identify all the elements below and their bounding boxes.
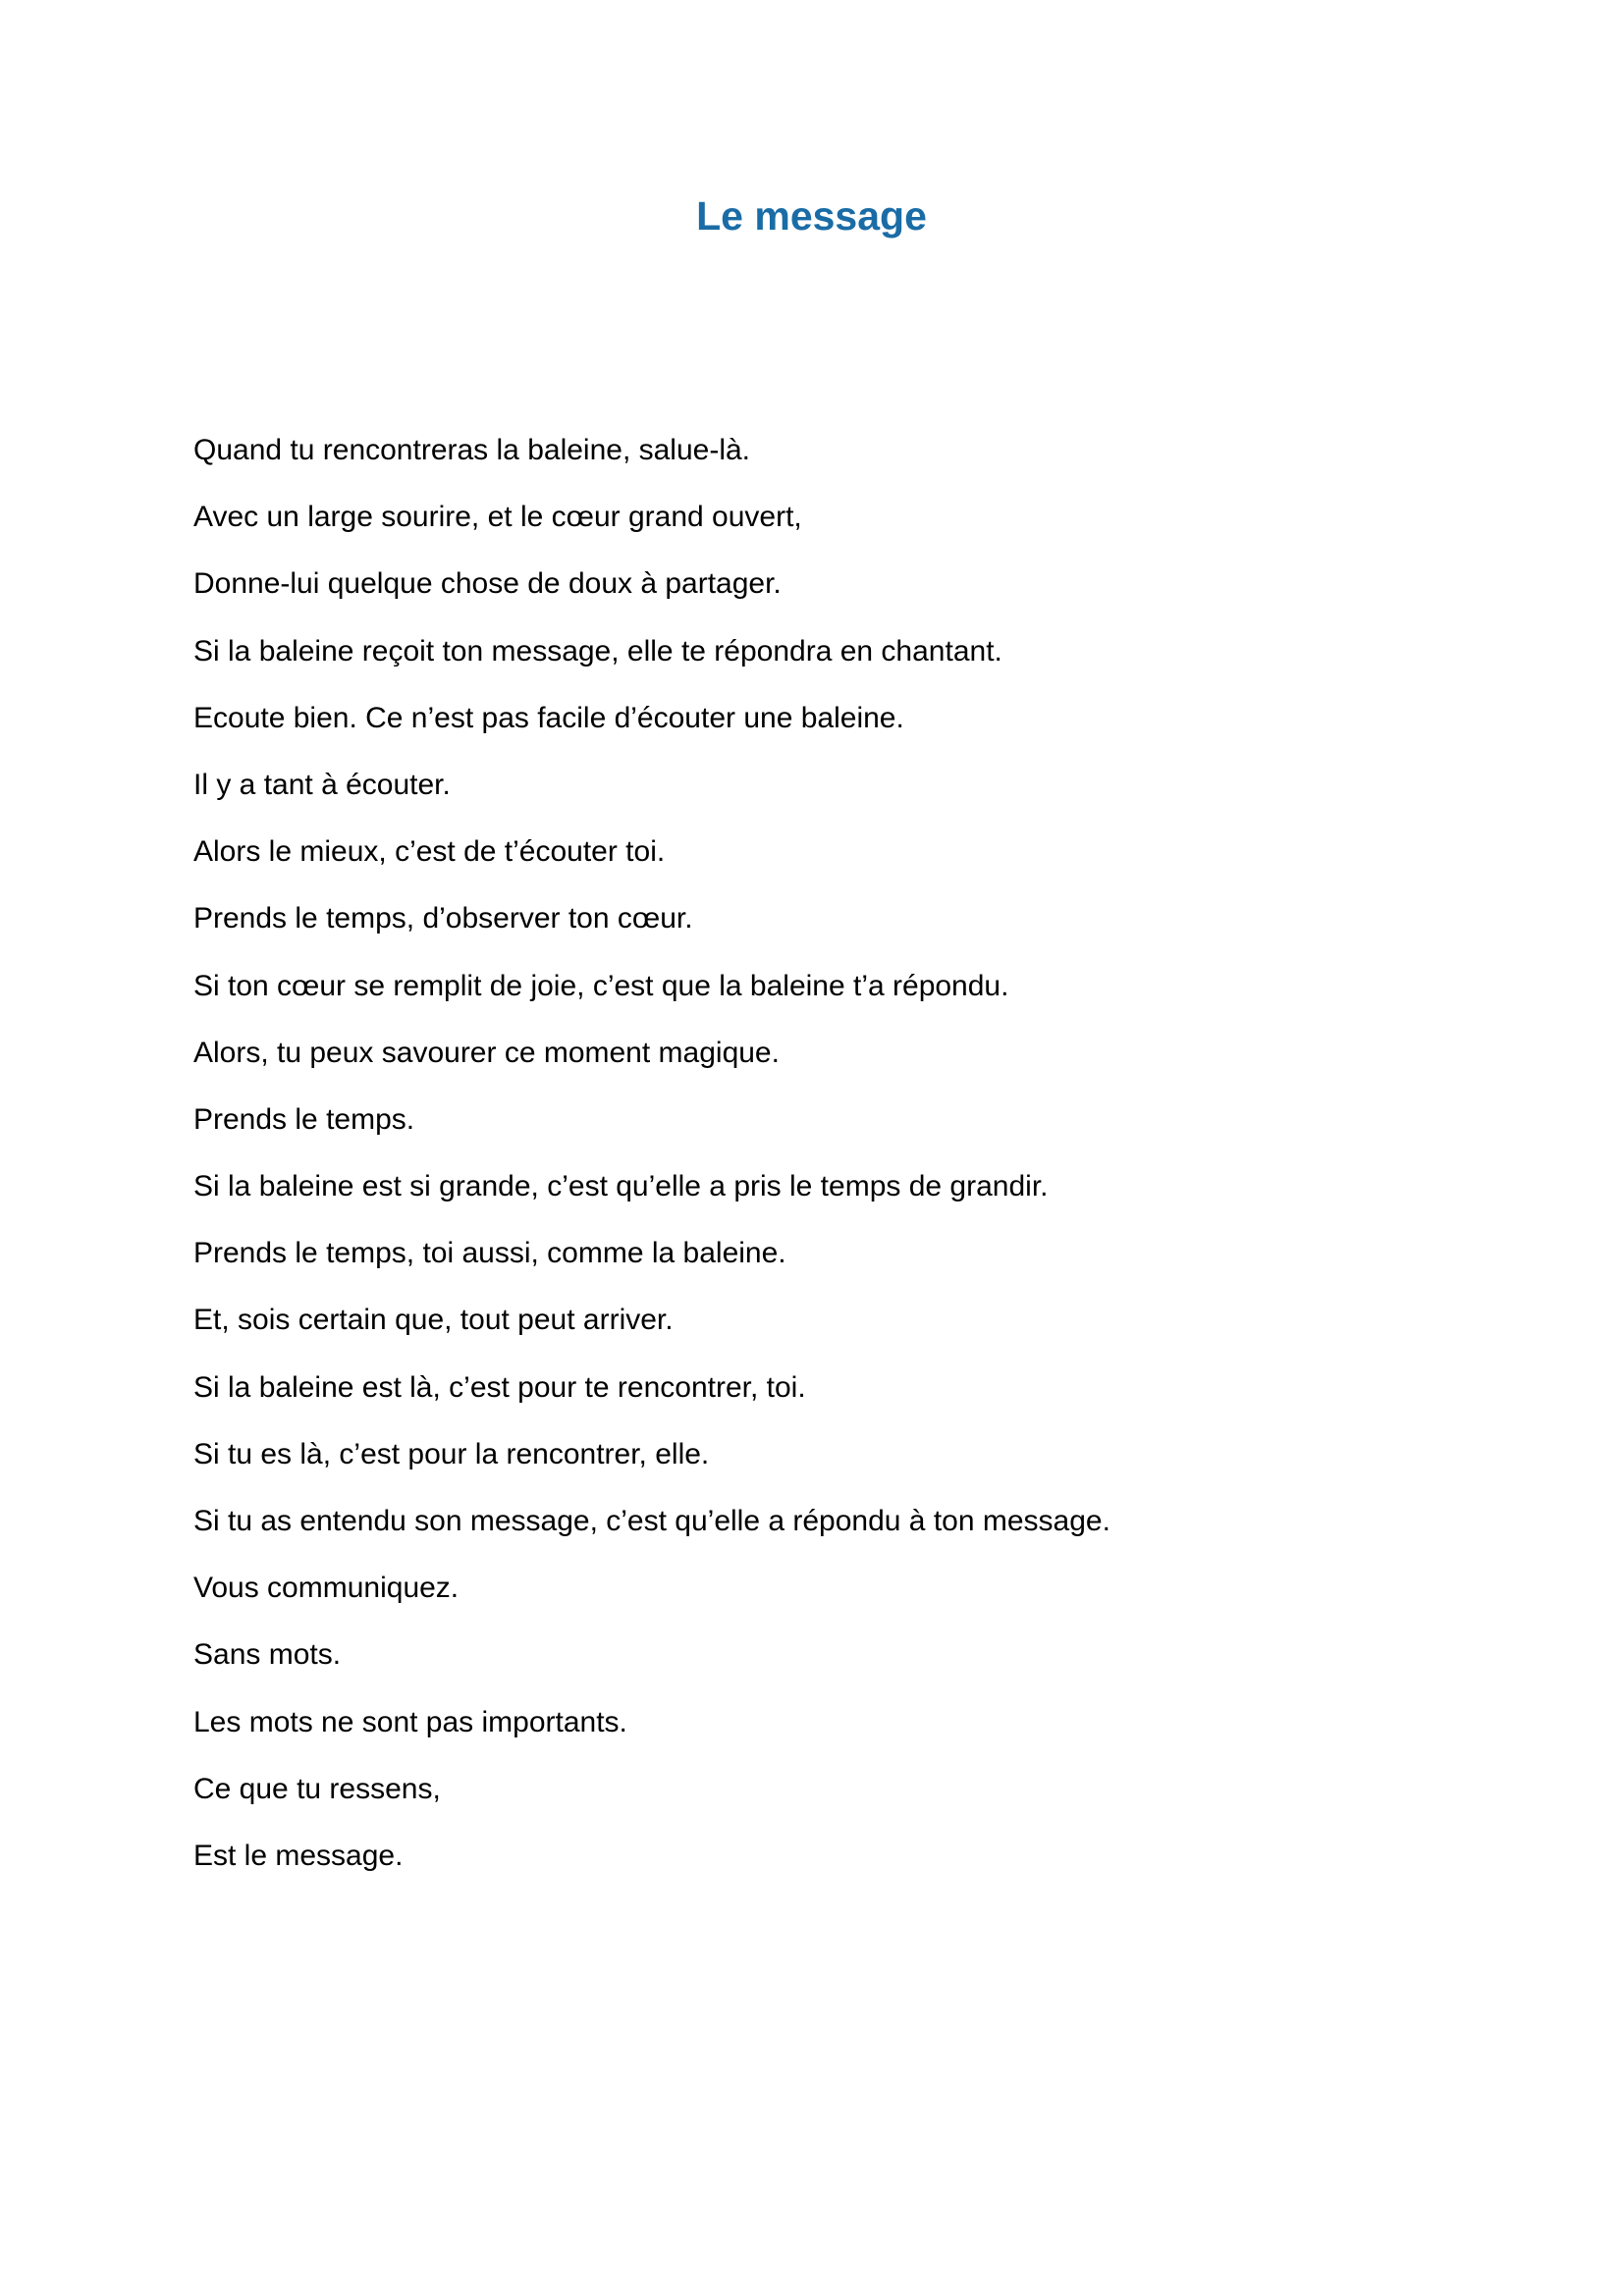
poem-line: Si tu es là, c’est pour la rencontrer, elle. bbox=[193, 1437, 710, 1470]
poem-line: Quand tu rencontreras la baleine, salue-là. bbox=[193, 434, 751, 466]
poem-line: Prends le temps. bbox=[193, 1102, 415, 1136]
poem-line: Donne-lui quelque chose de doux à partager. bbox=[193, 567, 782, 601]
poem-body bbox=[193, 433, 1110, 1905]
poem-line: Est le message. bbox=[193, 1839, 404, 1872]
poem-line: Ecoute bien. Ce n’est pas facile d’écouter une baleine. bbox=[193, 701, 904, 734]
poem-line: Prends le temps, toi aussi, comme la baleine. bbox=[193, 1237, 786, 1270]
poem-line: Si la baleine est si grande, c’est qu’elle a pris le temps de grandir. bbox=[193, 1170, 1049, 1203]
page-title: Le message bbox=[696, 193, 927, 239]
poem-line: Et, sois certain que, tout peut arriver. bbox=[193, 1304, 674, 1337]
poem-line: Il y a tant à écouter. bbox=[193, 768, 451, 801]
poem-line: Si tu as entendu son message, c’est qu’elle a répondu à ton message. bbox=[193, 1505, 1110, 1537]
poem-line: Vous communiquez. bbox=[193, 1572, 460, 1605]
poem-line: Les mots ne sont pas importants. bbox=[193, 1705, 627, 1738]
poem-line: Si la baleine reçoit ton message, elle te répondra en chantant. bbox=[193, 634, 1002, 667]
poem-line: Alors le mieux, c’est de t’écouter toi. bbox=[193, 835, 666, 869]
poem-line: Ce que tu ressens, bbox=[193, 1772, 441, 1805]
poem-line: Alors, tu peux savourer ce moment magique. bbox=[193, 1036, 780, 1069]
poem-line: Prends le temps, d’observer ton cœur. bbox=[193, 902, 693, 935]
poem-line: Si ton cœur se remplit de joie, c’est que la baleine t’a répondu. bbox=[193, 969, 1009, 1002]
poem-line: Avec un large sourire, et le cœur grand ouvert, bbox=[193, 501, 802, 534]
poem-line: Sans mots. bbox=[193, 1638, 342, 1672]
poem-line: Si la baleine est là, c’est pour te rencontrer, toi. bbox=[193, 1370, 806, 1404]
